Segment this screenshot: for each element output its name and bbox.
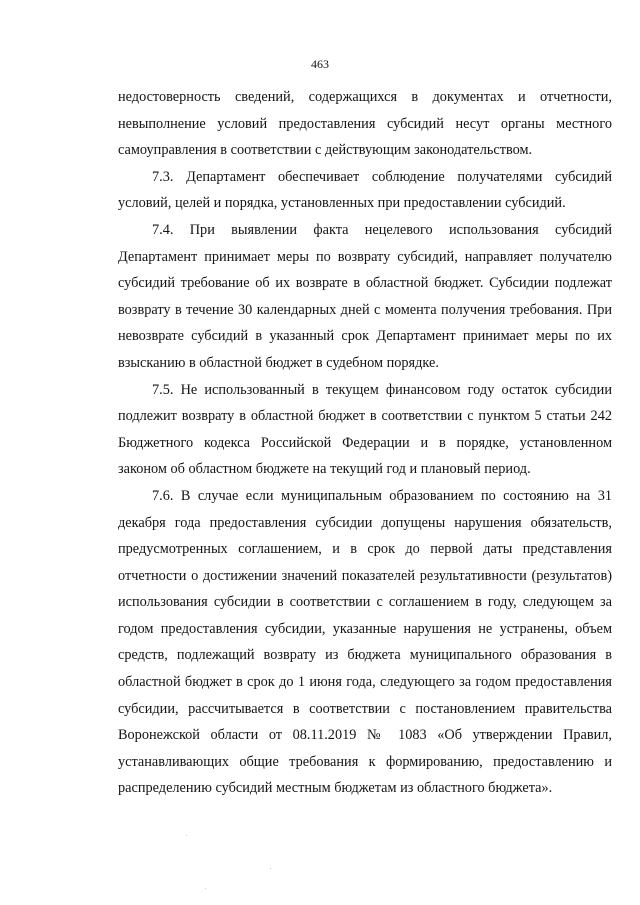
text-line: взысканию в областной бюджет в судебном порядке. <box>118 354 439 371</box>
text-line: законом об областном бюджете на текущий год и плановый период. <box>118 461 531 478</box>
scan-speck <box>205 888 206 889</box>
text-line: декабря года предоставления субсидии допущены нарушения обязательств, <box>118 514 612 531</box>
scan-speck <box>270 868 271 869</box>
text-line: Бюджетного кодекса Российской Федерации и в порядке, установленном <box>118 434 612 451</box>
text-line: возврату в течение 30 календарных дней с момента получения требования. При <box>118 301 612 318</box>
text-line: субсидии, рассчитывается в соответствии с постановлением правительства <box>118 700 612 717</box>
text-line: невыполнение условий предоставления субсидий несут органы местного <box>118 115 612 132</box>
text-line: Департамент принимает меры по возврату субсидий, направляет получателю <box>118 248 612 265</box>
paragraph-7-4 <box>118 217 612 377</box>
text-line: субсидий требование об их возврате в областной бюджет. Субсидии подлежат <box>118 275 612 292</box>
paragraph-continuation <box>118 84 612 164</box>
text-line: годом предоставления субсидии, указанные нарушения не устранены, объем <box>118 620 612 637</box>
text-line: 7.3. Департамент обеспечивает соблюдение получателями субсидий <box>152 168 612 185</box>
text-line: предусмотренных соглашением, и в срок до первой даты представления <box>118 541 612 558</box>
text-line: 7.5. Не использованный в текущем финансовом году остаток субсидии <box>152 381 612 398</box>
text-line: отчетности о достижении значений показателей результативности (результатов) <box>118 567 612 584</box>
text-line: условий, целей и порядка, установленных при предоставлении субсидий. <box>118 195 566 212</box>
page-number: 463 <box>311 57 329 71</box>
paragraph-7-3 <box>118 164 612 217</box>
text-line: невозврате субсидий в указанный срок Департамент принимает меры по их <box>118 328 612 345</box>
text-line: средств, подлежащий возврату из бюджета муниципального образования в <box>118 647 612 664</box>
text-line: использования субсидии в соответствии с соглашением в году, следующем за <box>118 594 612 611</box>
paragraph-7-6 <box>118 483 612 802</box>
text-line: Воронежской области от 08.11.2019 № 1083 «Об утверждении Правил, <box>118 727 612 744</box>
scan-speck <box>186 835 187 836</box>
text-line: областной бюджет в срок до 1 июня года, следующего за годом предоставления <box>118 674 612 691</box>
text-line: самоуправления в соответствии с действующим законодательством. <box>118 142 533 159</box>
text-line: недостоверность сведений, содержащихся в документах и отчетности, <box>118 89 612 105</box>
text-line: 7.6. В случае если муниципальным образованием по состоянию на 31 <box>152 487 612 504</box>
text-line: 7.4. При выявлении факта нецелевого использования субсидий <box>152 221 612 238</box>
paragraph-7-5 <box>118 377 612 483</box>
text-line: устанавливающих общие требования к формированию, предоставлению и <box>118 753 612 770</box>
text-line: подлежит возврату в областной бюджет в соответствии с пунктом 5 статьи 242 <box>118 408 612 425</box>
text-line: распределению субсидий местным бюджетам из областного бюджета». <box>118 780 553 797</box>
document-body <box>118 84 612 802</box>
